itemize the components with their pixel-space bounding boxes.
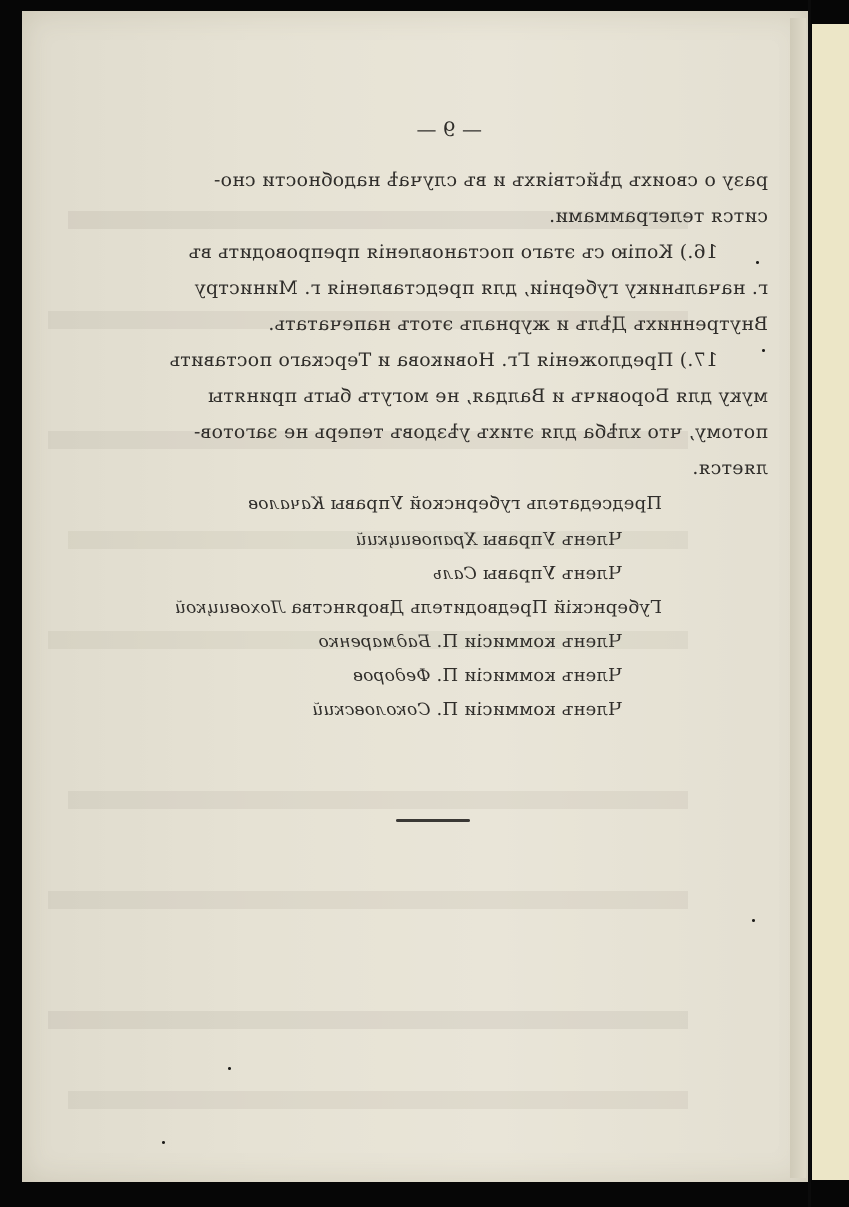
handwritten-signature: Бадмаренко (318, 632, 431, 652)
paragraph-line: 16.) Копію съ этаго постановленія препроводить въ (188, 241, 718, 263)
signature-line (175, 597, 662, 618)
signature-title: Членъ коммисіи П. (436, 699, 622, 720)
paragraph-line: г. начальнику губерніи, для представленія г. Министру (194, 277, 768, 299)
signature-title: Губернскій Предводитель Дворянства (290, 597, 662, 618)
ink-speck (162, 1141, 165, 1144)
handwritten-signature: Храповицкий (355, 530, 477, 550)
ink-speck (752, 919, 755, 922)
paragraph-line: 17.) Предложенія Гг. Новикова и Терскаго поставить (169, 349, 718, 371)
signature-line (433, 563, 622, 584)
book-gutter (808, 0, 811, 1207)
paragraph-line: сится телеграммами. (548, 205, 768, 227)
signature-line (312, 699, 622, 720)
facing-page-edge (812, 24, 849, 1180)
page-number: — 9 — (416, 117, 482, 141)
signature-line (353, 665, 622, 686)
signature-title: Председатель губернской Управы (330, 493, 662, 514)
handwritten-signature: Качалов (248, 494, 325, 514)
signature-title: Членъ коммисіи П. (436, 665, 622, 686)
handwritten-signature: Соколовский (312, 700, 431, 720)
handwritten-signature: Саль (432, 564, 477, 584)
signature-title: Членъ коммисіи П. (436, 631, 622, 652)
paragraph-line: ляется. (692, 457, 768, 479)
page-edge (790, 18, 806, 1178)
paragraph-line: разу о своихъ дѣйствіяхъ и въ случаѣ надобности сно- (213, 169, 768, 191)
ink-speck (756, 261, 759, 264)
mirrored-print (22, 11, 808, 1182)
signature-line (248, 493, 662, 514)
handwritten-signature: Лоховицкой (174, 598, 285, 618)
signature-line (318, 631, 622, 652)
paragraph-line: потому, что хлѣба для этихъ уѣздовъ теперь не заготов- (193, 421, 768, 443)
ink-speck (762, 349, 765, 352)
handwritten-signature: Федоров (352, 666, 431, 686)
signature-title: Членъ Управы (482, 529, 622, 550)
paragraph-line: Внутреннихъ Дѣлъ и журналъ этотъ напечатать. (268, 313, 768, 335)
signature-line (356, 529, 622, 550)
signature-title: Членъ Управы (482, 563, 622, 584)
document-page (22, 11, 808, 1182)
ink-speck (228, 1067, 231, 1070)
paragraph-line: муку для Боровичъ и Валдая, не могутъ быть приняты (207, 385, 768, 407)
section-divider (396, 819, 470, 822)
